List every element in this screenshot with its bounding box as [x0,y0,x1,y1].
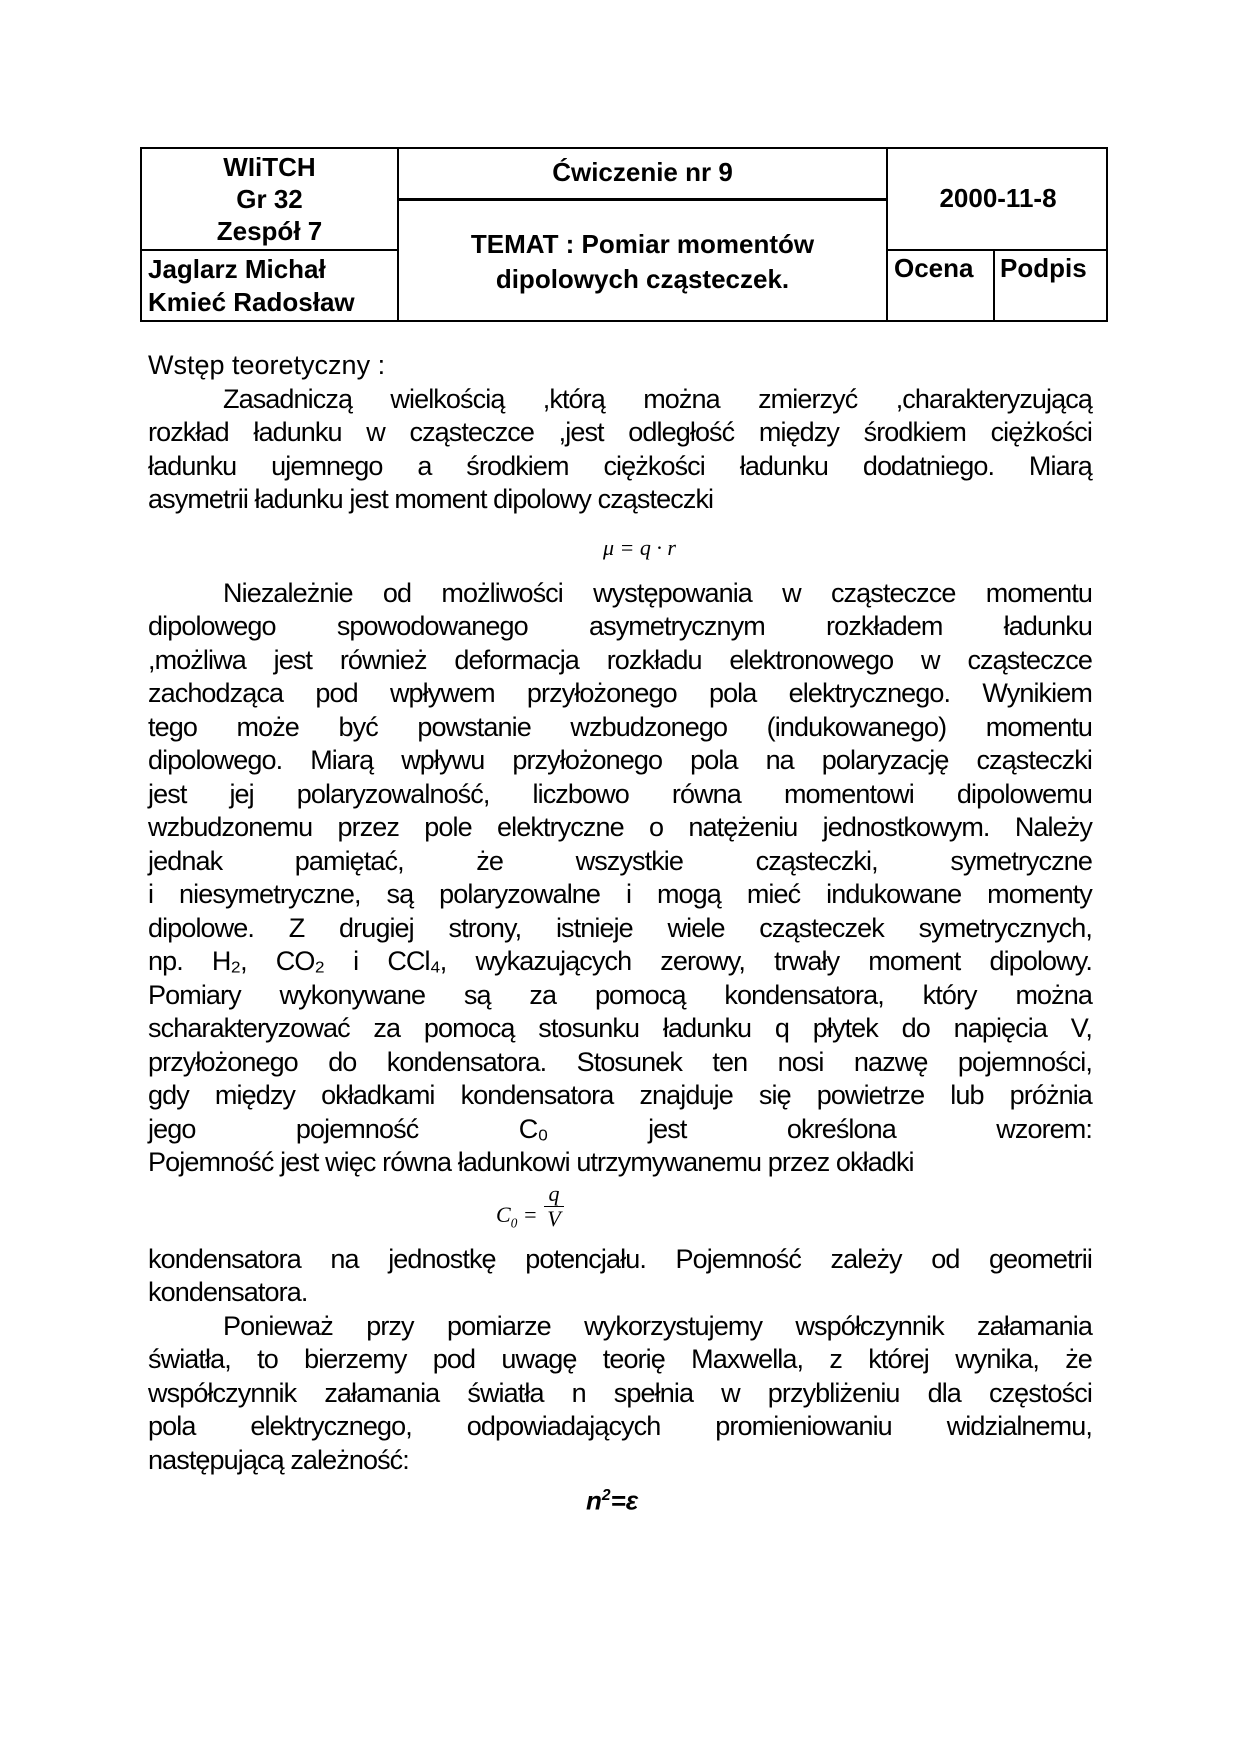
grade-label: Ocena [894,253,974,283]
team-number: Zespół 7 [216,216,323,246]
paragraph-3 [148,1243,1092,1310]
paragraph-2 [148,577,1092,1180]
paragraph-4 [148,1310,1092,1478]
text-line: ładunku ujemnego a środkiem ciężkości ładunku dodatniego. Miarą [148,450,1092,481]
equation-maxwell [148,1477,1092,1517]
text-line: wzbudzonemu przez pole elektryczne o natężeniu jednostkowym. Należy [148,812,1092,842]
text-line: i niesymetryczne, są polaryzowalne i mogą mieć indukowane momenty [148,879,1092,909]
faculty: WIiTCH [223,152,316,182]
author: Jaglarz Michał [148,254,326,284]
author: Kmieć Radosław [148,287,355,317]
text-line: Niezależnie od możliwości występowania w cząsteczce momentu [223,577,1092,608]
text-line: współczynnik załamania światła n spełnia w przybliżeniu dla częstości [148,1377,1092,1408]
text-line: jego pojemność C₀ jest określona wzorem: [148,1113,1092,1144]
paragraph-1 [148,383,1092,517]
header-table [140,147,1108,322]
text-line: tego może być powstanie wzbudzonego (indukowanego) momentu [148,711,1092,742]
authors [148,253,398,319]
text-line: pola elektrycznego, odpowiadających promieniowaniu widzialnemu, [148,1411,1092,1441]
text-line: kondensatora. [148,1277,308,1307]
text-line: kondensatora na jednostkę potencjału. Pojemność zależy od geometrii [148,1243,1092,1274]
text-line: Zasadniczą wielkością ,którą można zmierzyć ,charakteryzującą [223,383,1092,414]
divider [397,198,886,201]
text-line: scharakteryzować za pomocą stosunku ładunku q płytek do napięcia V, [148,1013,1092,1043]
document-body [148,349,1092,1517]
topic-line: dipolowych cząsteczek. [495,264,790,294]
date: 2000-11-8 [939,183,1057,213]
text-line: asymetrii ładunku jest moment dipolowy cząsteczki [148,484,714,514]
divider [886,249,1108,251]
text-line: jednak pamiętać, że wszystkie cząsteczki, symetryczne [148,845,1092,876]
topic-line: TEMAT : Pomiar momentów [470,229,815,259]
text-line: przyłożonego do kondensatora. Stosunek ten nosi nazwę pojemności, [148,1046,1092,1077]
text-line: rozkład ładunku w cząsteczce ,jest odległość między środkiem ciężkości [148,417,1092,447]
text-line: dipolowe. Z drugiej strony, istnieje wiele cząsteczek symetrycznych, [148,912,1092,943]
equation-text: $n^2=\varepsilon$ [586,1485,639,1516]
equation-text: μ = q · r [603,534,676,560]
equation-dipole [148,517,1092,577]
text-line: Ponieważ przy pomiarze wykorzystujemy współczynnik załamania [223,1310,1092,1341]
text-line: np. H₂, CO₂ i CCl₄, wykazujących zerowy, trwały moment dipolowy. [148,946,1092,976]
divider [993,249,995,320]
group-number: Gr 32 [236,184,303,214]
text-line: światła, to bierzemy pod uwagę teorię Maxwella, z której wynika, że [148,1344,1092,1374]
divider [886,149,888,320]
equation-capacitance [148,1180,1092,1243]
divider [142,249,397,251]
text-line: Pojemność jest więc równa ładunkowi utrzymywanemu przez okładki [148,1147,914,1177]
text-line: ,możliwa jest również deformacja rozkładu elektronowego w cząsteczce [148,644,1092,675]
fraction: q V [544,1182,564,1231]
text-line: dipolowego spowodowanego asymetrycznym rozkładem ładunku [148,611,1092,641]
text-line: dipolowego. Miarą wpływu przyłożonego pola na polaryzację cząsteczki [148,745,1092,775]
signature-label: Podpis [1000,253,1087,283]
exercise-number: Ćwiczenie nr 9 [552,157,733,187]
group-info [142,151,397,247]
text-line: zachodząca pod wpływem przyłożonego pola elektrycznego. Wynikiem [148,678,1092,708]
section-title: Wstęp teoretyczny : [148,350,386,380]
text-line: gdy między okładkami kondensatora znajduje się powietrze lub próżnia [148,1080,1092,1110]
text-line: następującą zależność: [148,1444,409,1475]
text-line: jest jej polaryzowalność, liczbowo równa momentowi dipolowemu [148,778,1092,809]
text-line: Pomiary wykonywane są za pomocą kondensatora, który można [148,979,1092,1010]
equation-text: $C_0$ = [496,1201,538,1230]
topic [399,227,886,297]
